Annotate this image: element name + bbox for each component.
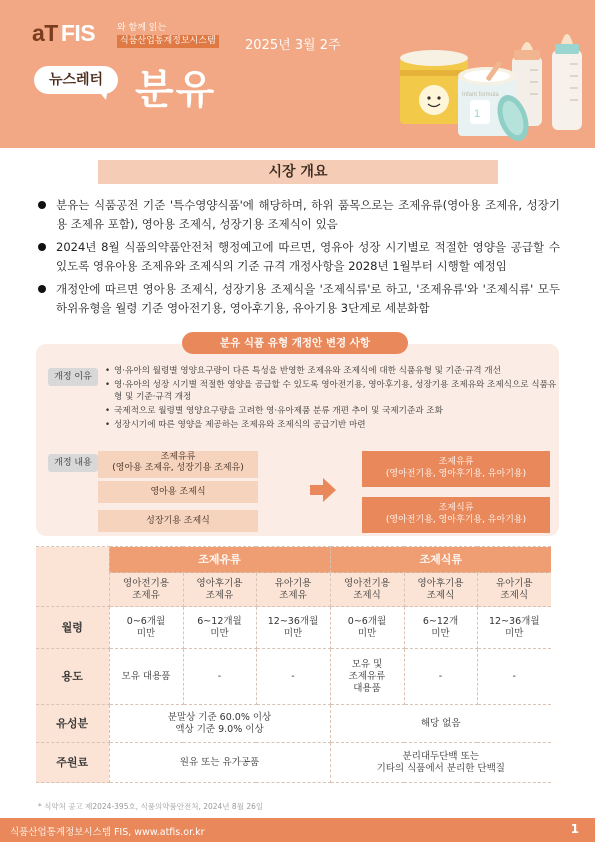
- bullet-item: 분유는 식품공전 기준 '특수영양식품'에 해당하며, 하위 품목으로는 조제유류(영아용 조제유, 성장기용 조제유 포함), 영아용 조제식, 성장기용 조제식이 있음: [36, 196, 560, 233]
- issue-date: 2025년 3월 2주: [245, 38, 341, 53]
- sub-header: 영아전기용 조제식: [330, 573, 404, 607]
- bullet-item: 개정안에 따르면 영아용 조제식, 성장기용 조제식을 '조제식류'로 하고, '조제유류'와 '조제식류' 모두 하위유형을 월령 기준 영아전기용, 영아후기용, 유아기용 3단계로 세분화함: [36, 280, 560, 317]
- source-footnote: * 식약처 공고 제2024-395호, 식품의약품안전처, 2024년 8월 26일: [38, 802, 264, 811]
- table-cell: 분리대두단백 또는 기타의 식품에서 분리한 단백질: [330, 743, 551, 783]
- page-number: 1: [570, 822, 579, 836]
- reason-item: • 성장시기에 따른 영양을 제공하는 조제유와 조제식의 공급기반 마련: [105, 419, 557, 431]
- group-header: 조제식류: [330, 547, 551, 573]
- bullet-dot-icon: [38, 285, 46, 293]
- type-comparison-table: [36, 546, 551, 783]
- row-header: 월령: [36, 607, 109, 649]
- new-type-food: [362, 497, 550, 533]
- table-row: [36, 607, 551, 649]
- revision-panel-title: 분유 식품 유형 개정안 변경 사항: [182, 332, 408, 354]
- reason-list: [105, 365, 557, 433]
- table-cell: 12~36개월 미만: [477, 607, 551, 649]
- table-cell: 해당 없음: [330, 705, 551, 743]
- baby-bottle-icon: [552, 34, 582, 130]
- old-type-growth-food: 성장기용 조제식: [98, 510, 258, 532]
- table-row: [36, 705, 551, 743]
- old-type-formula: [98, 451, 258, 478]
- tagline-line2: 식품산업통계정보시스템: [117, 35, 219, 48]
- table-cell: -: [477, 649, 551, 705]
- svg-text:Infant formula: Infant formula: [462, 92, 499, 98]
- table-cell: 0~6개월 미만: [330, 607, 404, 649]
- header-banner: [0, 0, 595, 148]
- footer-bar: [0, 818, 595, 842]
- atfis-logo[interactable]: aT FIS: [32, 20, 96, 46]
- content-tag: 개정 내용: [48, 454, 98, 472]
- table-cell: -: [404, 649, 477, 705]
- table-cell: 6~12개월 미만: [183, 607, 256, 649]
- bullet-item: 2024년 8월 식품의약품안전처 행정예고에 따르면, 영유아 성장 시기별로 적절한 영양을 공급할 수 있도록 영유아용 조제유와 조제식의 기준 규격 개정사항을 2028년 1월부터 시행할 예정임: [36, 238, 560, 275]
- table-cell: -: [183, 649, 256, 705]
- table-cell: 모유 대용품: [109, 649, 183, 705]
- table-corner: [36, 547, 109, 607]
- footer-site-link[interactable]: 식품산업통계정보시스템 FIS, www.atfis.or.kr: [10, 827, 205, 838]
- newsletter-badge: 뉴스레터: [34, 66, 118, 94]
- reason-item: • 영·유아의 성장 시기별 적절한 영양을 공급할 수 있도록 영아전기용, 영아후기용, 성장기용 조제유와 조제식으로 식품유형 및 기준·규격 개정: [105, 379, 557, 403]
- new-type-name: 조제식류: [438, 503, 474, 513]
- old-type-note: (영아용 조제유, 성장기용 조제유): [112, 463, 244, 473]
- bullet-dot-icon: [38, 201, 46, 209]
- new-type-formula: [362, 451, 550, 487]
- bullet-dot-icon: [38, 243, 46, 251]
- table-cell: 12~36개월 미만: [256, 607, 330, 649]
- table-cell: 원유 또는 유가공품: [109, 743, 330, 783]
- table-cell: 모유 및 조제유류 대용품: [330, 649, 404, 705]
- formula-products-illustration: [0, 0, 595, 148]
- row-header: 유성분: [36, 705, 109, 743]
- tagline-line1: 와 함께 읽는: [117, 23, 167, 33]
- page-title: 분유: [135, 67, 217, 113]
- table-cell: -: [256, 649, 330, 705]
- formula-can-yellow-icon: [400, 50, 468, 124]
- new-type-name: 조제유류: [438, 457, 474, 467]
- arrow-right-icon: [310, 477, 336, 503]
- sub-header: 영아후기용 조제유: [183, 573, 256, 607]
- overview-bullets: [36, 196, 560, 322]
- sub-header: 유아기용 조제식: [477, 573, 551, 607]
- row-header: 주원료: [36, 743, 109, 783]
- svg-text:1: 1: [474, 108, 481, 120]
- table-cell: 6~12개 미만: [404, 607, 477, 649]
- reason-item: • 영·유아의 월령별 영양요구량이 다른 특성을 반영한 조제유와 조제식에 대한 식품유형 및 기준·규격 개선: [105, 365, 557, 377]
- sub-header: 유아기용 조제유: [256, 573, 330, 607]
- row-header: 용도: [36, 649, 109, 705]
- old-type-name: 조제유류: [160, 452, 196, 462]
- table-row: [36, 649, 551, 705]
- new-type-note: (영아전기용, 영아후기용, 유아기용): [385, 469, 527, 479]
- group-header: 조제유류: [109, 547, 330, 573]
- old-type-infant-food: 영아용 조제식: [98, 481, 258, 503]
- sub-header: 영아후기용 조제식: [404, 573, 477, 607]
- table-row: [36, 743, 551, 783]
- section-title: 시장 개요: [98, 160, 498, 184]
- reason-item: • 국제적으로 월령별 영양요구량을 고려한 영·유아제품 분류 개편 추이 및 국제기준과 조화: [105, 405, 557, 417]
- new-type-note: (영아전기용, 영아후기용, 유아기용): [385, 515, 527, 525]
- sub-header: 영아전기용 조제유: [109, 573, 183, 607]
- table-cell: 0~6개월 미만: [109, 607, 183, 649]
- table-cell: 분말상 기준 60.0% 이상 액상 기준 9.0% 이상: [109, 705, 330, 743]
- reason-tag: 개정 이유: [48, 368, 98, 386]
